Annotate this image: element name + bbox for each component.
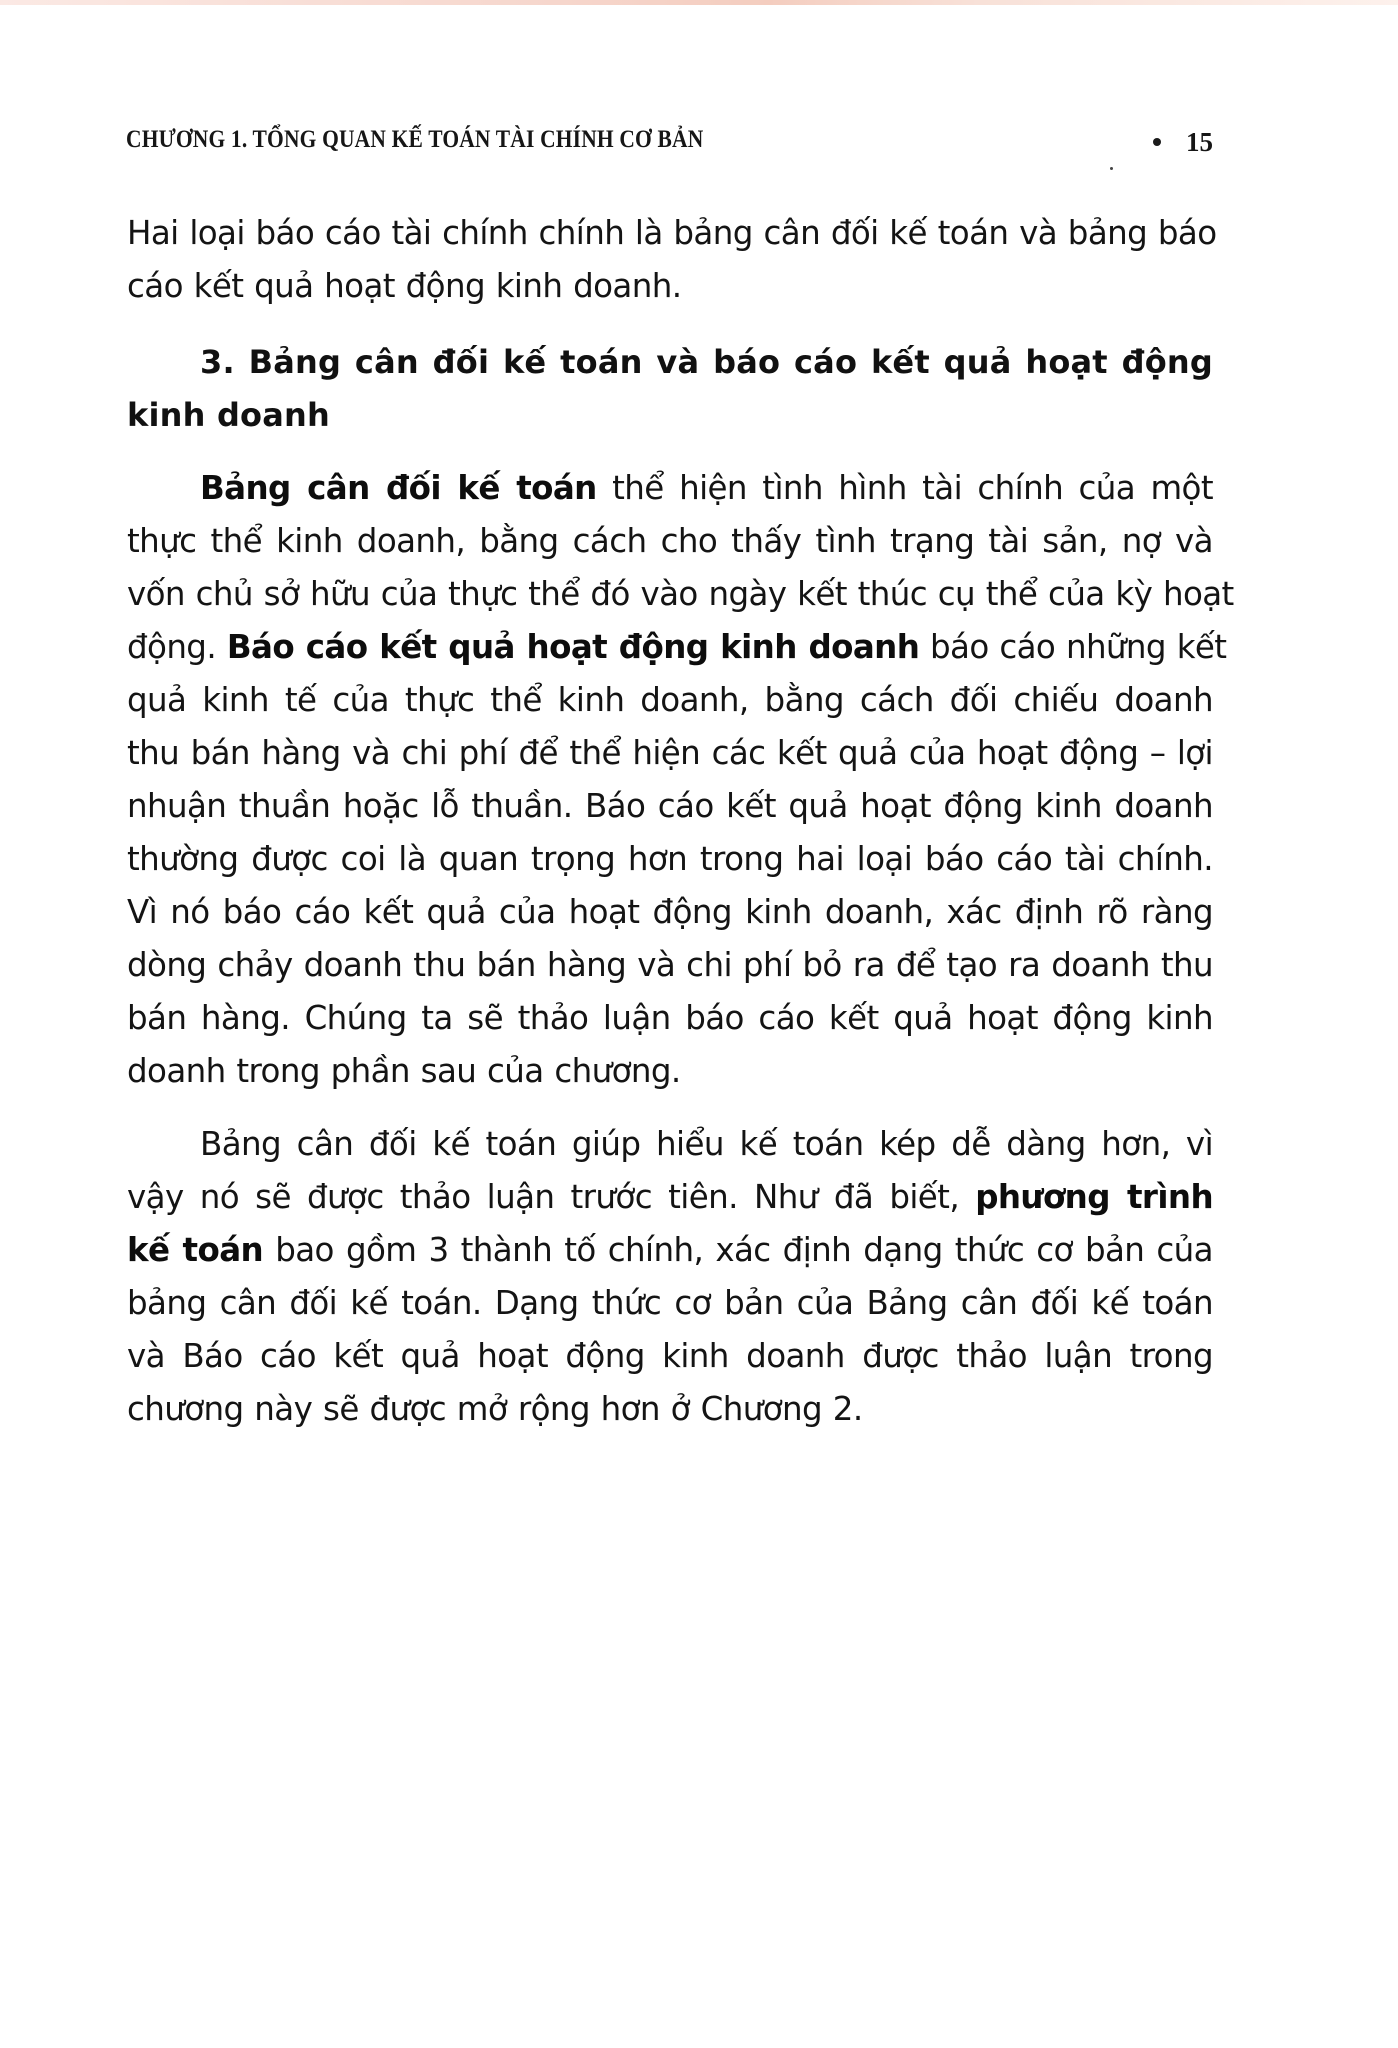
text-line: bán hàng. Chúng ta sẽ thảo luận báo cáo kết quả hoạt động kinh (127, 999, 1213, 1037)
text-line: Hai loại báo cáo tài chính chính là bảng cân đối kế toán và bảng báo (127, 214, 1217, 252)
heading-line: kinh doanh (127, 396, 330, 434)
text-line: động. Báo cáo kết quả hoạt động kinh doanh báo cáo những kết (127, 628, 1227, 666)
text-line: vốn chủ sở hữu của thực thể đó vào ngày kết thúc cụ thể của kỳ hoạt (127, 575, 1234, 613)
text-line: Bảng cân đối kế toán giúp hiểu kế toán kép dễ dàng hơn, vì (200, 1125, 1213, 1163)
heading-line: 3. Bảng cân đối kế toán và báo cáo kết quả hoạt động (200, 343, 1213, 381)
section-heading (127, 336, 1213, 442)
text-line: thực thể kinh doanh, bằng cách cho thấy tình trạng tài sản, nợ và (127, 522, 1213, 560)
running-header (126, 124, 1216, 164)
text-line: thu bán hàng và chi phí để thể hiện các kết quả của hoạt động – lợi (127, 734, 1213, 772)
text-line: chương này sẽ được mở rộng hơn ở Chương 2. (127, 1390, 863, 1428)
chapter-running-title: CHƯƠNG 1. TỔNG QUAN KẾ TOÁN TÀI CHÍNH CƠ BẢN (126, 126, 704, 153)
paragraph-gap (127, 1098, 1213, 1118)
text-line: thường được coi là quan trọng hơn trong hai loại báo cáo tài chính. (127, 840, 1213, 878)
text-line: cáo kết quả hoạt động kinh doanh. (127, 267, 682, 305)
term-income-statement: Báo cáo kết quả hoạt động kinh doanh (226, 628, 920, 666)
term-accounting-equation: phương trình (975, 1178, 1213, 1216)
intro-paragraph (127, 207, 1217, 313)
text-line: vậy nó sẽ được thảo luận trước tiên. Như đã biết, phương trình (127, 1178, 1213, 1216)
text-line: nhuận thuần hoặc lỗ thuần. Báo cáo kết quả hoạt động kinh doanh (127, 787, 1213, 825)
text-line: Vì nó báo cáo kết quả của hoạt động kinh doanh, xác định rõ ràng (127, 893, 1213, 931)
term-balance-sheet: Bảng cân đối kế toán (200, 469, 597, 507)
text-line: bảng cân đối kế toán. Dạng thức cơ bản của Bảng cân đối kế toán (127, 1284, 1213, 1322)
bullet-icon (1153, 138, 1161, 146)
scan-speck (1110, 167, 1113, 170)
text-line: và Báo cáo kết quả hoạt động kinh doanh được thảo luận trong (127, 1337, 1213, 1375)
text-line: doanh trong phần sau của chương. (127, 1052, 681, 1090)
term-accounting-equation-cont: kế toán (127, 1231, 264, 1269)
double-entry-paragraph (127, 1118, 1213, 1436)
page-number: 15 (1186, 127, 1213, 157)
text-line: Bảng cân đối kế toán thể hiện tình hình tài chính của một (200, 469, 1213, 507)
text-line: kế toán bao gồm 3 thành tố chính, xác định dạng thức cơ bản của (127, 1231, 1213, 1269)
text-line: quả kinh tế của thực thể kinh doanh, bằng cách đối chiếu doanh (127, 681, 1213, 719)
page-body (127, 207, 1234, 1436)
text-line: dòng chảy doanh thu bán hàng và chi phí bỏ ra để tạo ra doanh thu (127, 946, 1213, 984)
balance-sheet-paragraph (127, 462, 1234, 1098)
